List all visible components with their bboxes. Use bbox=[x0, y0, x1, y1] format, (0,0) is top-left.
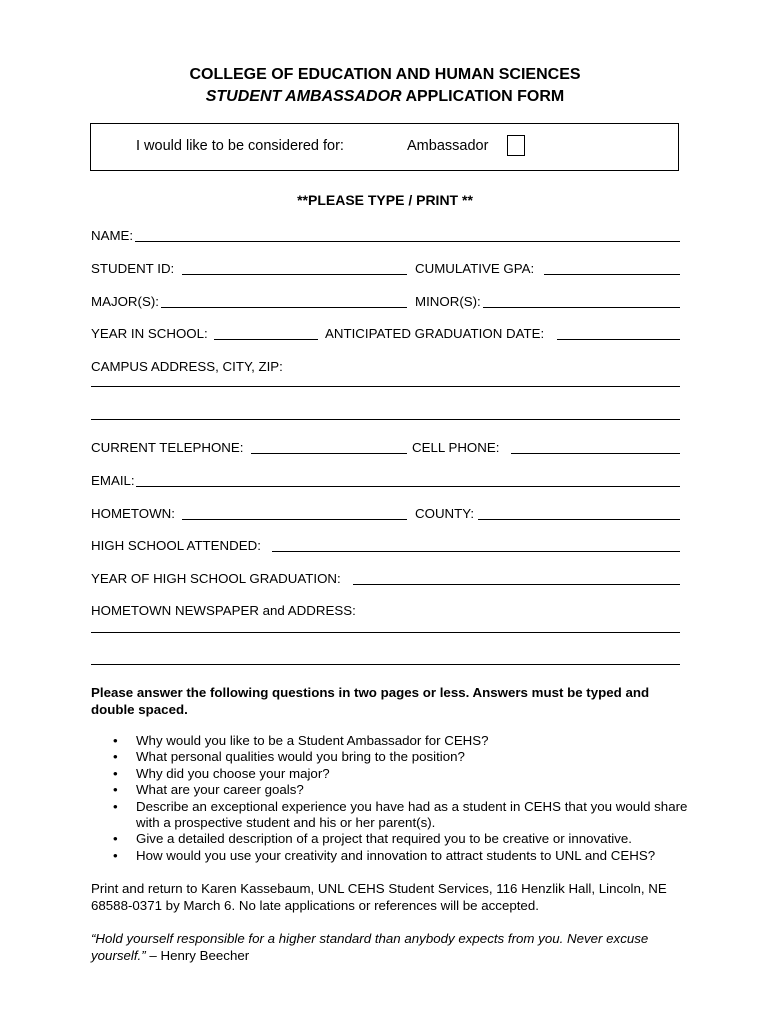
telephone-row bbox=[91, 440, 680, 460]
quote-text: “Hold yourself responsible for a higher standard than anybody expects from you. Never excuse yourself.” bbox=[91, 931, 649, 963]
title-italic-part: STUDENT AMBASSADOR bbox=[205, 88, 402, 105]
cell-phone-label: CELL PHONE: bbox=[412, 440, 500, 455]
year-in-school-field[interactable] bbox=[214, 339, 318, 340]
name-label: NAME: bbox=[91, 228, 134, 243]
hometown-newspaper-field-line1[interactable] bbox=[91, 632, 680, 633]
hs-graduation-row bbox=[91, 571, 680, 591]
minors-label: MINOR(S): bbox=[415, 294, 481, 309]
essay-instructions: Please answer the following questions in two pages or less. Answers must be typed and double spaced. bbox=[91, 685, 650, 717]
list-item bbox=[91, 733, 691, 749]
title-rest-part: APPLICATION FORM bbox=[401, 88, 565, 105]
current-telephone-label: CURRENT TELEPHONE: bbox=[91, 440, 244, 455]
hs-graduation-field[interactable] bbox=[353, 584, 680, 585]
county-label: COUNTY: bbox=[415, 506, 475, 521]
majors-label: MAJOR(S): bbox=[91, 294, 159, 309]
bullet-icon: • bbox=[113, 798, 118, 814]
student-id-row bbox=[91, 261, 680, 281]
question-text: Give a detailed description of a project that required you to be creative or innovative. bbox=[136, 831, 632, 847]
campus-address-field-line1[interactable] bbox=[91, 386, 680, 387]
list-item bbox=[91, 749, 691, 765]
question-text: Why did you choose your major? bbox=[136, 765, 330, 781]
high-school-label: HIGH SCHOOL ATTENDED: bbox=[91, 538, 261, 553]
bullet-icon: • bbox=[113, 765, 118, 781]
bullet-icon: • bbox=[113, 733, 118, 748]
ambassador-checkbox[interactable] bbox=[507, 135, 525, 156]
bullet-icon: • bbox=[113, 749, 118, 765]
gpa-label: CUMULATIVE GPA: bbox=[415, 261, 535, 276]
hs-graduation-label: YEAR OF HIGH SCHOOL GRADUATION: bbox=[91, 571, 341, 586]
question-text: What are your career goals? bbox=[136, 782, 304, 798]
closing-quote bbox=[91, 930, 686, 964]
name-field[interactable] bbox=[135, 241, 680, 242]
email-label: EMAIL: bbox=[91, 473, 135, 488]
email-row bbox=[91, 473, 680, 493]
student-id-label: STUDENT ID: bbox=[91, 261, 175, 276]
current-telephone-field[interactable] bbox=[251, 453, 407, 454]
form-title-line2 bbox=[0, 88, 770, 106]
email-field[interactable] bbox=[136, 486, 680, 487]
campus-address-row bbox=[91, 359, 680, 379]
bullet-icon: • bbox=[113, 782, 118, 798]
quote-attribution: – Henry Beecher bbox=[145, 948, 250, 963]
year-grad-row bbox=[91, 326, 680, 346]
gpa-field[interactable] bbox=[544, 274, 680, 275]
question-text: Describe an exceptional experience you have had as a student in CEHS that you would share with a prospective student and his or her parent(s). bbox=[136, 798, 688, 831]
list-item bbox=[91, 782, 691, 798]
consideration-box bbox=[90, 123, 679, 171]
bullet-icon: • bbox=[113, 847, 118, 863]
hometown-row bbox=[91, 506, 680, 526]
list-item bbox=[91, 848, 691, 864]
high-school-row bbox=[91, 538, 680, 558]
campus-address-label: CAMPUS ADDRESS, CITY, ZIP: bbox=[91, 359, 283, 374]
question-text: How would you use your creativity and innovation to attract students to UNL and CEHS? bbox=[136, 847, 656, 863]
list-item bbox=[91, 799, 691, 832]
major-minor-row bbox=[91, 294, 680, 314]
cell-phone-field[interactable] bbox=[511, 453, 680, 454]
name-row bbox=[91, 228, 680, 248]
hometown-label: HOMETOWN: bbox=[91, 506, 175, 521]
anticipated-graduation-field[interactable] bbox=[557, 339, 680, 340]
consideration-label: I would like to be considered for: bbox=[136, 138, 344, 154]
return-instructions: Print and return to Karen Kassebaum, UNL CEHS Student Services, 116 Henzlik Hall, Lincoln, NE 68588-0371 by March 6. No late applications or references will be accepted. bbox=[91, 881, 667, 913]
list-item bbox=[91, 766, 691, 782]
county-field[interactable] bbox=[478, 519, 680, 520]
hometown-field[interactable] bbox=[182, 519, 407, 520]
minors-field[interactable] bbox=[483, 307, 680, 308]
campus-address-field-line2[interactable] bbox=[91, 419, 680, 420]
high-school-field[interactable] bbox=[272, 551, 680, 552]
question-list bbox=[91, 733, 691, 864]
question-text: What personal qualities would you bring to the position? bbox=[136, 749, 465, 765]
ambassador-option-label: Ambassador bbox=[407, 138, 489, 154]
student-id-field[interactable] bbox=[182, 274, 407, 275]
question-text: Why would you like to be a Student Ambassador for CEHS? bbox=[136, 733, 489, 748]
newspaper-row bbox=[91, 603, 680, 623]
year-in-school-label: YEAR IN SCHOOL: bbox=[91, 326, 208, 341]
bullet-icon: • bbox=[113, 831, 118, 847]
list-item bbox=[91, 831, 691, 847]
majors-field[interactable] bbox=[161, 307, 407, 308]
hometown-newspaper-label: HOMETOWN NEWSPAPER and ADDRESS: bbox=[91, 603, 356, 618]
hometown-newspaper-field-line2[interactable] bbox=[91, 664, 680, 665]
form-title-line1: COLLEGE OF EDUCATION AND HUMAN SCIENCES bbox=[189, 66, 581, 83]
anticipated-graduation-label: ANTICIPATED GRADUATION DATE: bbox=[325, 326, 545, 341]
please-type-notice: **PLEASE TYPE / PRINT ** bbox=[297, 192, 473, 208]
